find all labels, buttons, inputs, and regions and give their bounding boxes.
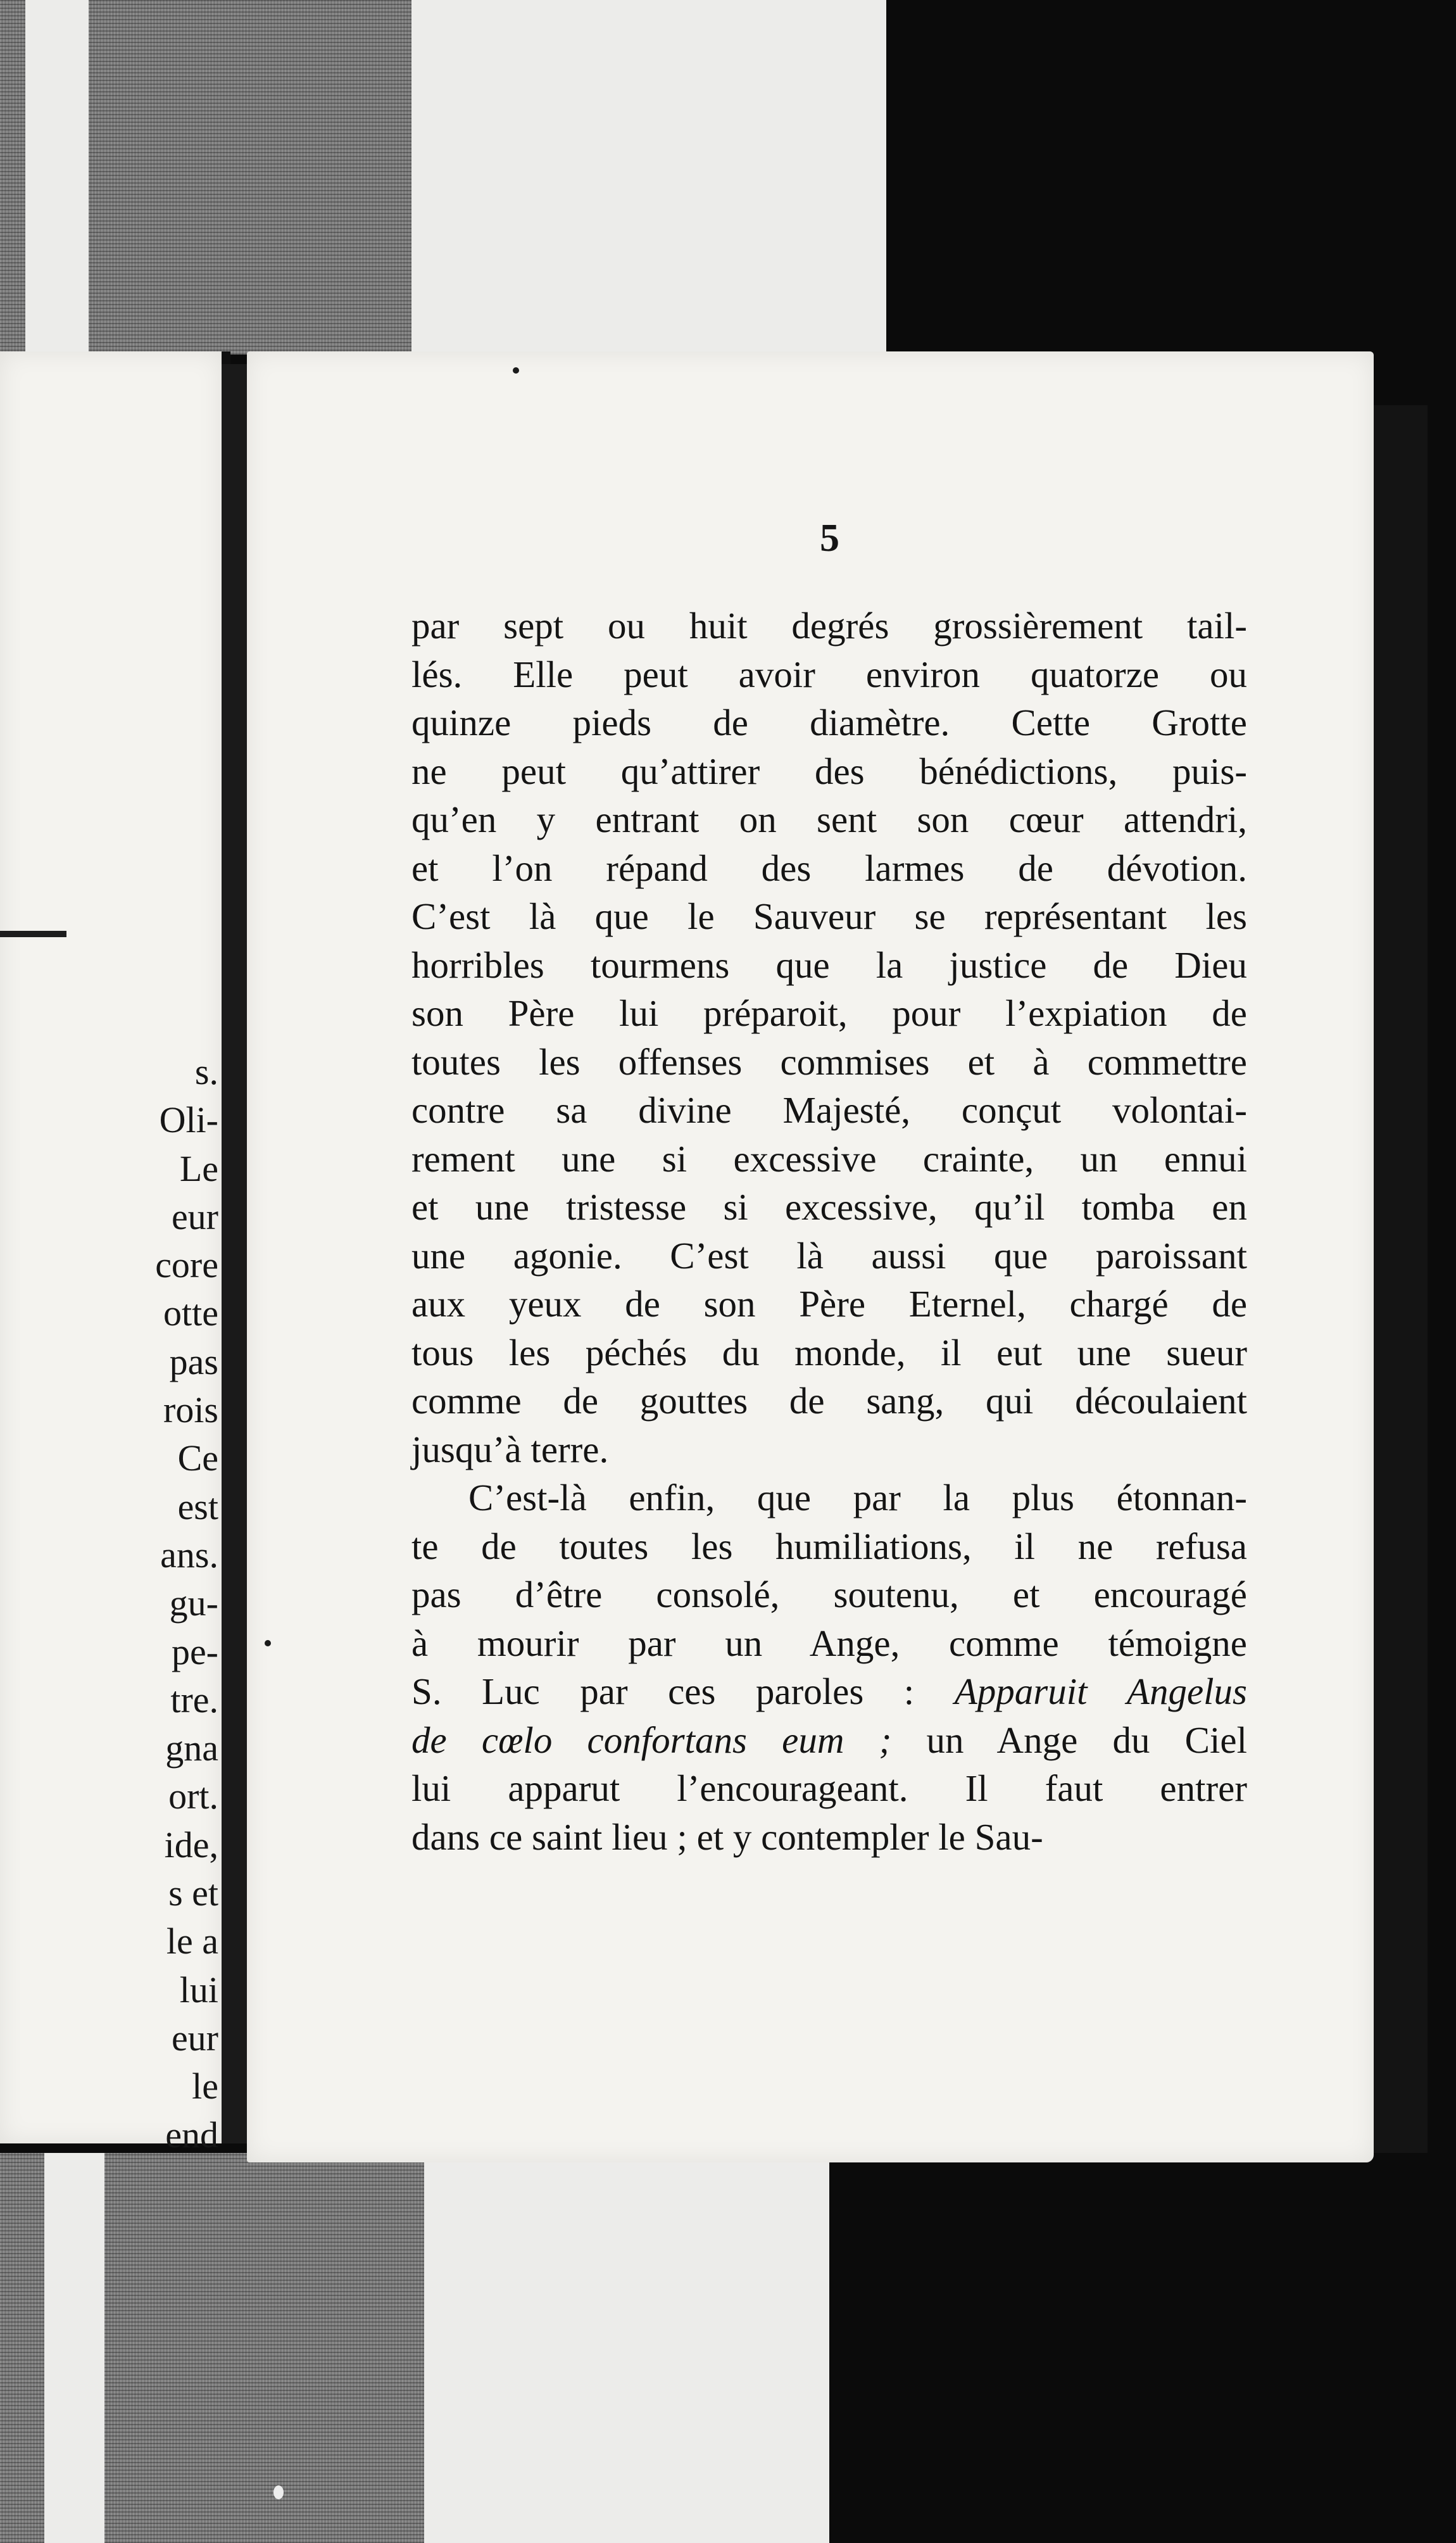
text-line	[411, 892, 1247, 941]
paper-slip-top	[411, 0, 886, 355]
paper-slip-top-left	[25, 0, 89, 355]
text-line	[411, 1038, 1247, 1087]
left-page-fragment: otte	[163, 1292, 218, 1334]
text-line	[411, 1280, 1247, 1328]
text-segment: comme de gouttes de sang, qui découlaient	[411, 1380, 1247, 1422]
text-line	[411, 747, 1247, 796]
text-segment: par sept ou huit degrés grossièrement tail-	[411, 605, 1247, 647]
text-line	[411, 1328, 1247, 1377]
speck-mark	[273, 2485, 284, 2499]
text-segment: contre sa divine Majesté, conçut volontai-	[411, 1089, 1247, 1131]
text-line	[411, 989, 1247, 1038]
text-segment: C’est-là enfin, que par la plus étonnan-	[468, 1477, 1247, 1518]
page-number: 5	[820, 517, 839, 560]
text-segment: toutes les offenses commises et à commettre	[411, 1040, 1247, 1083]
text-line	[411, 795, 1247, 844]
left-page-fragment: Oli-	[159, 1099, 218, 1141]
text-segment: aux yeux de son Père Eternel, chargé de	[411, 1283, 1247, 1325]
left-page-fragment: pe-	[171, 1631, 218, 1672]
text-line	[411, 1473, 1247, 1522]
left-page-fragment: core	[155, 1244, 218, 1286]
text-segment: horribles tourmens que la justice de Dieu	[411, 943, 1247, 986]
text-segment: ne peut qu’attirer des bénédictions, puis-	[411, 750, 1247, 792]
text-line	[411, 1570, 1247, 1619]
text-line	[411, 1667, 1247, 1716]
text-segment: quinze pieds de diamètre. Cette Grotte	[411, 702, 1247, 743]
text-line	[411, 1232, 1247, 1280]
binding-cloth-bottom-left	[0, 2153, 44, 2543]
text-segment: pas d’être consolé, soutenu, et encouragé	[411, 1574, 1247, 1615]
left-page-fragment: tre.	[170, 1679, 218, 1720]
text-segment: S. Luc par ces paroles :	[411, 1670, 955, 1712]
text-line	[411, 844, 1247, 893]
text-line	[411, 1086, 1247, 1135]
left-page-text-fragments	[155, 1048, 218, 2159]
left-page-fragment: le a	[166, 1921, 218, 1962]
left-page-fragment: Ce	[177, 1437, 218, 1479]
binding-cloth-top	[89, 0, 411, 355]
left-page-fragment: rois	[163, 1389, 218, 1431]
text-line	[411, 1183, 1247, 1232]
text-segment: son Père lui préparoit, pour l’expiation de	[411, 992, 1247, 1034]
book-spine	[222, 364, 247, 2143]
text-segment: à mourir par un Ange, comme témoigne	[411, 1622, 1247, 1664]
left-page-fragment: end	[165, 2114, 218, 2155]
left-page-fragment: lui	[179, 1969, 218, 2010]
left-page	[0, 351, 230, 2155]
left-page-fragment: est	[177, 1486, 218, 1527]
binding-cloth-bottom	[104, 2153, 424, 2543]
left-page-fragment: s et	[168, 1872, 218, 1914]
page-body-text	[411, 602, 1247, 1861]
text-line	[411, 1764, 1247, 1813]
text-line	[411, 650, 1247, 699]
text-segment: te de toutes les humiliations, il ne refusa	[411, 1525, 1247, 1567]
paper-slip-bottom	[424, 2153, 829, 2543]
italic-text-segment: de cœlo confortans eum ;	[411, 1719, 892, 1761]
speck-mark	[265, 1640, 271, 1646]
text-segment: tous les péchés du monde, il eut une sueur	[411, 1331, 1247, 1373]
book-edge-right	[1374, 405, 1428, 2153]
text-segment: et une tristesse si excessive, qu’il tomba en	[411, 1186, 1247, 1228]
text-segment: lés. Elle peut avoir environ quatorze ou	[411, 653, 1247, 695]
speck-mark	[513, 367, 519, 374]
text-segment: un Ange du Ciel	[891, 1719, 1247, 1761]
text-line	[411, 941, 1247, 990]
left-page-fragment: ide,	[164, 1824, 218, 1865]
text-line	[411, 602, 1247, 650]
text-segment: et l’on répand des larmes de dévotion.	[411, 847, 1247, 889]
left-page-rule	[0, 931, 66, 937]
text-line	[411, 1135, 1247, 1183]
paper-slip-bottom-left	[44, 2153, 104, 2543]
text-line	[411, 1619, 1247, 1668]
text-line	[411, 1377, 1247, 1425]
text-segment: lui apparut l’encourageant. Il faut entrer	[411, 1767, 1247, 1809]
text-segment: une agonie. C’est là aussi que paroissant	[411, 1234, 1247, 1277]
text-line	[411, 1716, 1247, 1765]
left-page-fragment: ort.	[168, 1776, 218, 1817]
left-page-fragment: pas	[169, 1341, 218, 1382]
left-page-fragment: gu-	[169, 1582, 218, 1624]
left-page-fragment: le	[192, 2066, 218, 2107]
left-page-fragment: eur	[171, 1196, 218, 1237]
text-line	[411, 1813, 1247, 1862]
left-page-fragment: ans.	[160, 1534, 218, 1575]
binding-cloth-top-left	[0, 0, 25, 355]
text-segment: C’est là que le Sauveur se représentant les	[411, 895, 1247, 937]
left-page-fragment: gna	[165, 1727, 218, 1769]
text-segment: qu’en y entrant on sent son cœur attendri,	[411, 798, 1247, 840]
text-segment: jusqu’à terre.	[411, 1428, 609, 1470]
text-line	[411, 1522, 1247, 1571]
text-segment: dans ce saint lieu ; et y contempler le Sau-	[411, 1815, 1043, 1858]
left-page-fragment: eur	[171, 2017, 218, 2059]
italic-text-segment: Apparuit Angelus	[954, 1670, 1247, 1712]
text-line	[411, 698, 1247, 747]
text-segment: rement une si excessive crainte, un ennui	[411, 1137, 1247, 1180]
left-page-fragment: Le	[179, 1147, 218, 1189]
text-line	[411, 1425, 1247, 1474]
left-page-fragment: s.	[194, 1051, 218, 1092]
